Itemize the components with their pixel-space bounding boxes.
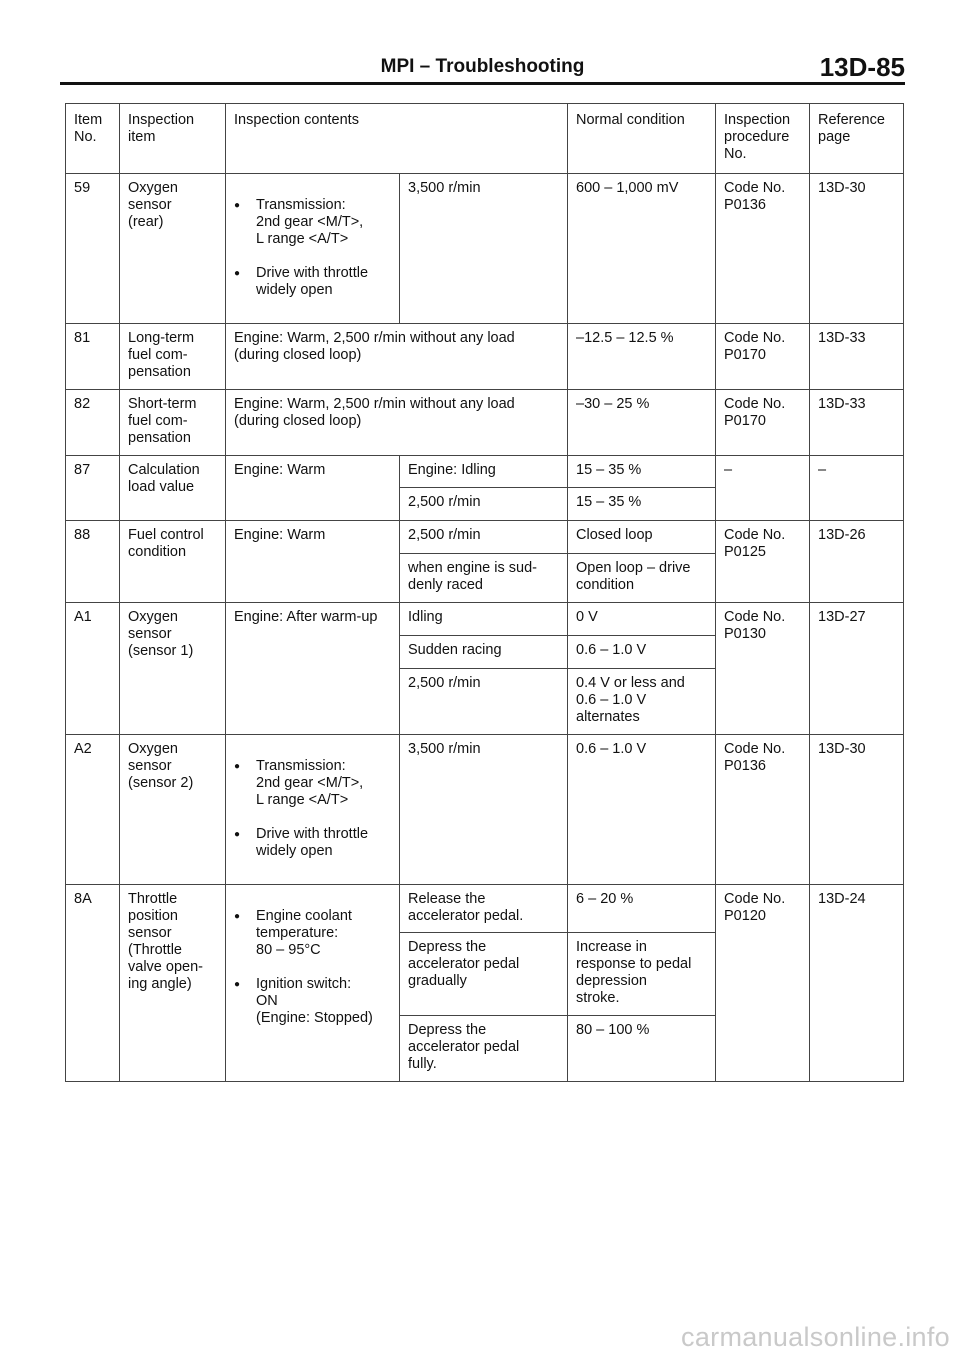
reference-cell: 13D-30 [810,735,904,885]
condition-cell: 2,500 r/min [400,521,568,554]
reference-cell: 13D-24 [810,885,904,1082]
table-row [66,390,904,456]
table-row [66,456,904,488]
procedure-cell: Code No. P0136 [716,174,810,324]
table-row [66,174,904,324]
inspection-contents-cell [226,174,400,324]
col-header-procedure: Inspection procedure No. [716,104,810,174]
inspection-item-cell: Fuel control condition [120,521,226,603]
col-header-reference: Reference page [810,104,904,174]
condition-cell: Release the accelerator pedal. [400,885,568,933]
item-no-cell: 81 [66,324,120,390]
header-rule [60,82,905,85]
table-row [66,735,904,885]
bullet-item: ● Drive with throttle widely open [234,826,392,860]
condition-cell: Sudden racing [400,636,568,669]
condition-cell: Idling [400,603,568,636]
item-no-cell: 8A [66,885,120,1082]
col-header-normal-condition: Normal condition [568,104,716,174]
normal-condition-cell: Closed loop [568,521,716,554]
page-number: 13D-85 [819,52,905,82]
reference-cell: 13D-26 [810,521,904,603]
col-header-inspection-item: Inspection item [120,104,226,174]
reference-cell: – [810,456,904,521]
item-no-cell: 82 [66,390,120,456]
bullet-item: ● Ignition switch: ON (Engine: Stopped) [234,976,392,1027]
col-header-inspection-contents: Inspection contents [226,104,568,174]
page-header [60,52,905,82]
condition-cell: Depress the accelerator pedal gradually [400,933,568,1016]
procedure-cell: Code No. P0130 [716,603,810,735]
procedure-cell: Code No. P0136 [716,735,810,885]
page-title: MPI – Troubleshooting [380,56,585,77]
inspection-contents-cell: Engine: Warm, 2,500 r/min without any load (during closed loop) [226,324,568,390]
inspection-item-cell: Oxygen sensor (sensor 1) [120,603,226,735]
item-no-cell: A1 [66,603,120,735]
condition-cell: Engine: Idling [400,456,568,488]
reference-cell: 13D-27 [810,603,904,735]
condition-cell: 3,500 r/min [400,174,568,324]
inspection-item-cell: Short-term fuel com- pensation [120,390,226,456]
table-header-row [66,104,904,174]
normal-condition-cell: Increase in response to pedal depression stroke. [568,933,716,1016]
procedure-cell: – [716,456,810,521]
condition-cell: when engine is sud- denly raced [400,554,568,603]
normal-condition-cell: 6 – 20 % [568,885,716,933]
item-no-cell: 87 [66,456,120,521]
normal-condition-cell: 0.6 – 1.0 V [568,735,716,885]
reference-cell: 13D-33 [810,390,904,456]
inspection-table [65,103,904,1082]
normal-condition-cell: Open loop – drive condition [568,554,716,603]
inspection-contents-cell: Engine: Warm [226,456,400,521]
normal-condition-cell: 15 – 35 % [568,488,716,521]
inspection-contents-cell [226,735,400,885]
watermark: carmanualsonline.info [681,1322,950,1352]
procedure-cell: Code No. P0125 [716,521,810,603]
bullet-item: ● Drive with throttle widely open [234,265,392,299]
reference-cell: 13D-33 [810,324,904,390]
col-header-item-no: Item No. [66,104,120,174]
item-no-cell: 88 [66,521,120,603]
normal-condition-cell: –30 – 25 % [568,390,716,456]
inspection-contents-cell: Engine: After warm-up [226,603,400,735]
condition-cell: 2,500 r/min [400,488,568,521]
normal-condition-cell: –12.5 – 12.5 % [568,324,716,390]
condition-cell: 2,500 r/min [400,669,568,735]
bullet-item: ● Transmission: 2nd gear <M/T>, L range <A/T> [234,758,392,809]
reference-cell: 13D-30 [810,174,904,324]
bullet-item: ● Engine coolant temperature: 80 – 95°C [234,908,392,959]
procedure-cell: Code No. P0170 [716,390,810,456]
table-row [66,885,904,933]
item-no-cell: 59 [66,174,120,324]
table-row [66,521,904,554]
normal-condition-cell: 80 – 100 % [568,1016,716,1082]
item-no-cell: A2 [66,735,120,885]
normal-condition-cell: 600 – 1,000 mV [568,174,716,324]
condition-cell: 3,500 r/min [400,735,568,885]
inspection-item-cell: Long-term fuel com- pensation [120,324,226,390]
normal-condition-cell: 0.4 V or less and 0.6 – 1.0 V alternates [568,669,716,735]
inspection-item-cell: Oxygen sensor (sensor 2) [120,735,226,885]
procedure-cell: Code No. P0170 [716,324,810,390]
table-row [66,324,904,390]
table-row [66,603,904,636]
normal-condition-cell: 0 V [568,603,716,636]
inspection-item-cell: Calculation load value [120,456,226,521]
bullet-item: ● Transmission: 2nd gear <M/T>, L range <A/T> [234,197,392,248]
inspection-contents-cell: Engine: Warm [226,521,400,603]
procedure-cell: Code No. P0120 [716,885,810,1082]
normal-condition-cell: 15 – 35 % [568,456,716,488]
normal-condition-cell: 0.6 – 1.0 V [568,636,716,669]
inspection-contents-cell: Engine: Warm, 2,500 r/min without any load (during closed loop) [226,390,568,456]
condition-cell: Depress the accelerator pedal fully. [400,1016,568,1082]
inspection-item-cell: Oxygen sensor (rear) [120,174,226,324]
inspection-item-cell: Throttle position sensor (Throttle valve open- ing angle) [120,885,226,1082]
inspection-contents-cell [226,885,400,1082]
